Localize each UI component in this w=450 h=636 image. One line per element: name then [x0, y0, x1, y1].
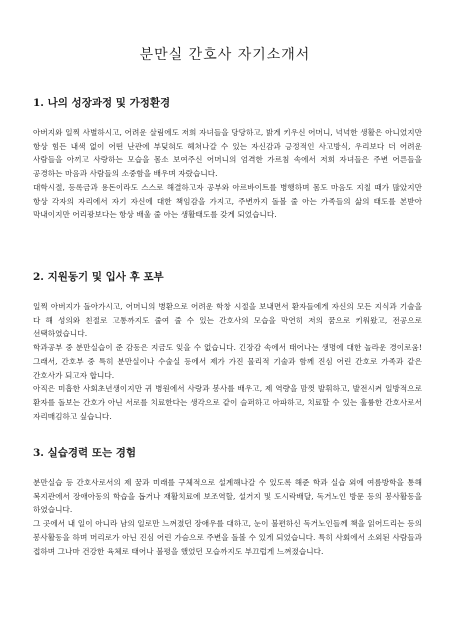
section-heading: 2. 지원동기 및 입사 후 포부 [33, 271, 164, 283]
paragraph: 아버지와 일찍 사별하시고, 어려운 살림에도 저희 자녀들을 당당하고, 밝게 키우신 어머니, 넉넉한 생활은 아니었지만 항상 힘든 내색 없이 어떤 난관에 부딪혀도 헤쳐나갈 수 있는 자신감과 긍정적인 사고방식, 우리보다 더 어려운 사람들을 아끼고 사랑하는 모습을 몸소 보여주신 어머니의 엄격한 가르침 속에서 저희 자녀들은 주변 어른들을 공경하는 마음과 사람들의 소중함을 배우며 자랐습니다. [33, 128, 422, 179]
paragraph: 아직은 미흡한 사회초년생이지만 귀 병원에서 사랑과 봉사를 배우고, 제 역량을 맘껏 발휘하고, 발전시켜 일방적으로 환자를 돌보는 간호가 아닌 서로를 치료한다는 생각으로 같이 슬퍼하고 아파하고, 치료할 수 있는 훌륭한 간호사로서 자리매김하고 싶습니다. [33, 384, 422, 421]
page-title: 분만실 간호사 자기소개서 [139, 47, 311, 63]
paragraph: 대학시절, 등록금과 용돈이라도 스스로 해결하고자 공부와 아르바이트를 병행하며 몸도 마음도 지칠 때가 많았지만 항상 각자의 자리에서 자기 자신에 대한 책임감을 가지고, 주변까지 돌볼 줄 아는 가족들의 삶의 태도를 본받아 막내이지만 어리광보다는 항상 배울 줄 아는 생활태도를 갖게 되었습니다. [33, 182, 422, 220]
section-heading: 1. 나의 성장과정 및 가정환경 [33, 97, 171, 109]
section-motivation-aspiration [33, 270, 422, 423]
paragraph: 그 곳에서 내 일이 아니라 남의 일로만 느껴졌던 장애우를 대하고, 눈이 불편하신 독거노인들께 책을 읽어드리는 등의 봉사활동을 하며 머리로가 아닌 진심 어린 가슴으로 주변을 돌볼 수 있게 되었습니다. 특히 사회에서 소외된 사람들과 접하며 그나마 건강한 육체로 태어나 불평을 했었던 모습까지도 부끄럽게 느껴졌습니다. [33, 519, 422, 556]
paragraph: 일찍 아버지가 돌아가시고, 어머니의 병환으로 어려운 학창 시절을 보내면서 환자들에게 자신의 모든 지식과 기술을 다 해 성의와 친절로 고통까지도 줄여 줄 수 있는 간호사의 모습을 막연히 저의 꿈으로 키워왔고, 전공으로 선택하였습니다. [33, 302, 422, 339]
section-practicum-experience [33, 446, 422, 558]
section-heading: 3. 실습경력 또는 경험 [33, 447, 137, 459]
paragraph: 분만실습 등 간호사로서의 제 꿈과 미래를 구체적으로 설계해나갈 수 있도록 해준 학과 실습 외에 여름방학을 통해 복지관에서 장애아동의 학습을 돕거나 재활치료에 보조역할, 설거지 및 도시락배달, 독거노인 방문 등의 봉사활동을 하였습니다. [33, 478, 422, 515]
section-growth-background [33, 96, 422, 222]
paragraph: 학과공부 중 분만실습이 준 감동은 지금도 잊을 수 없습니다. 긴장감 속에서 태어나는 생명에 대한 놀라운 경이로움! 그래서, 간호부 중 특히 분만실이나 수술실 등에서 제가 가진 물리적 기술과 함께 진심 어린 간호로 가족과 같은 간호사가 되고자 합니다. [33, 343, 422, 380]
